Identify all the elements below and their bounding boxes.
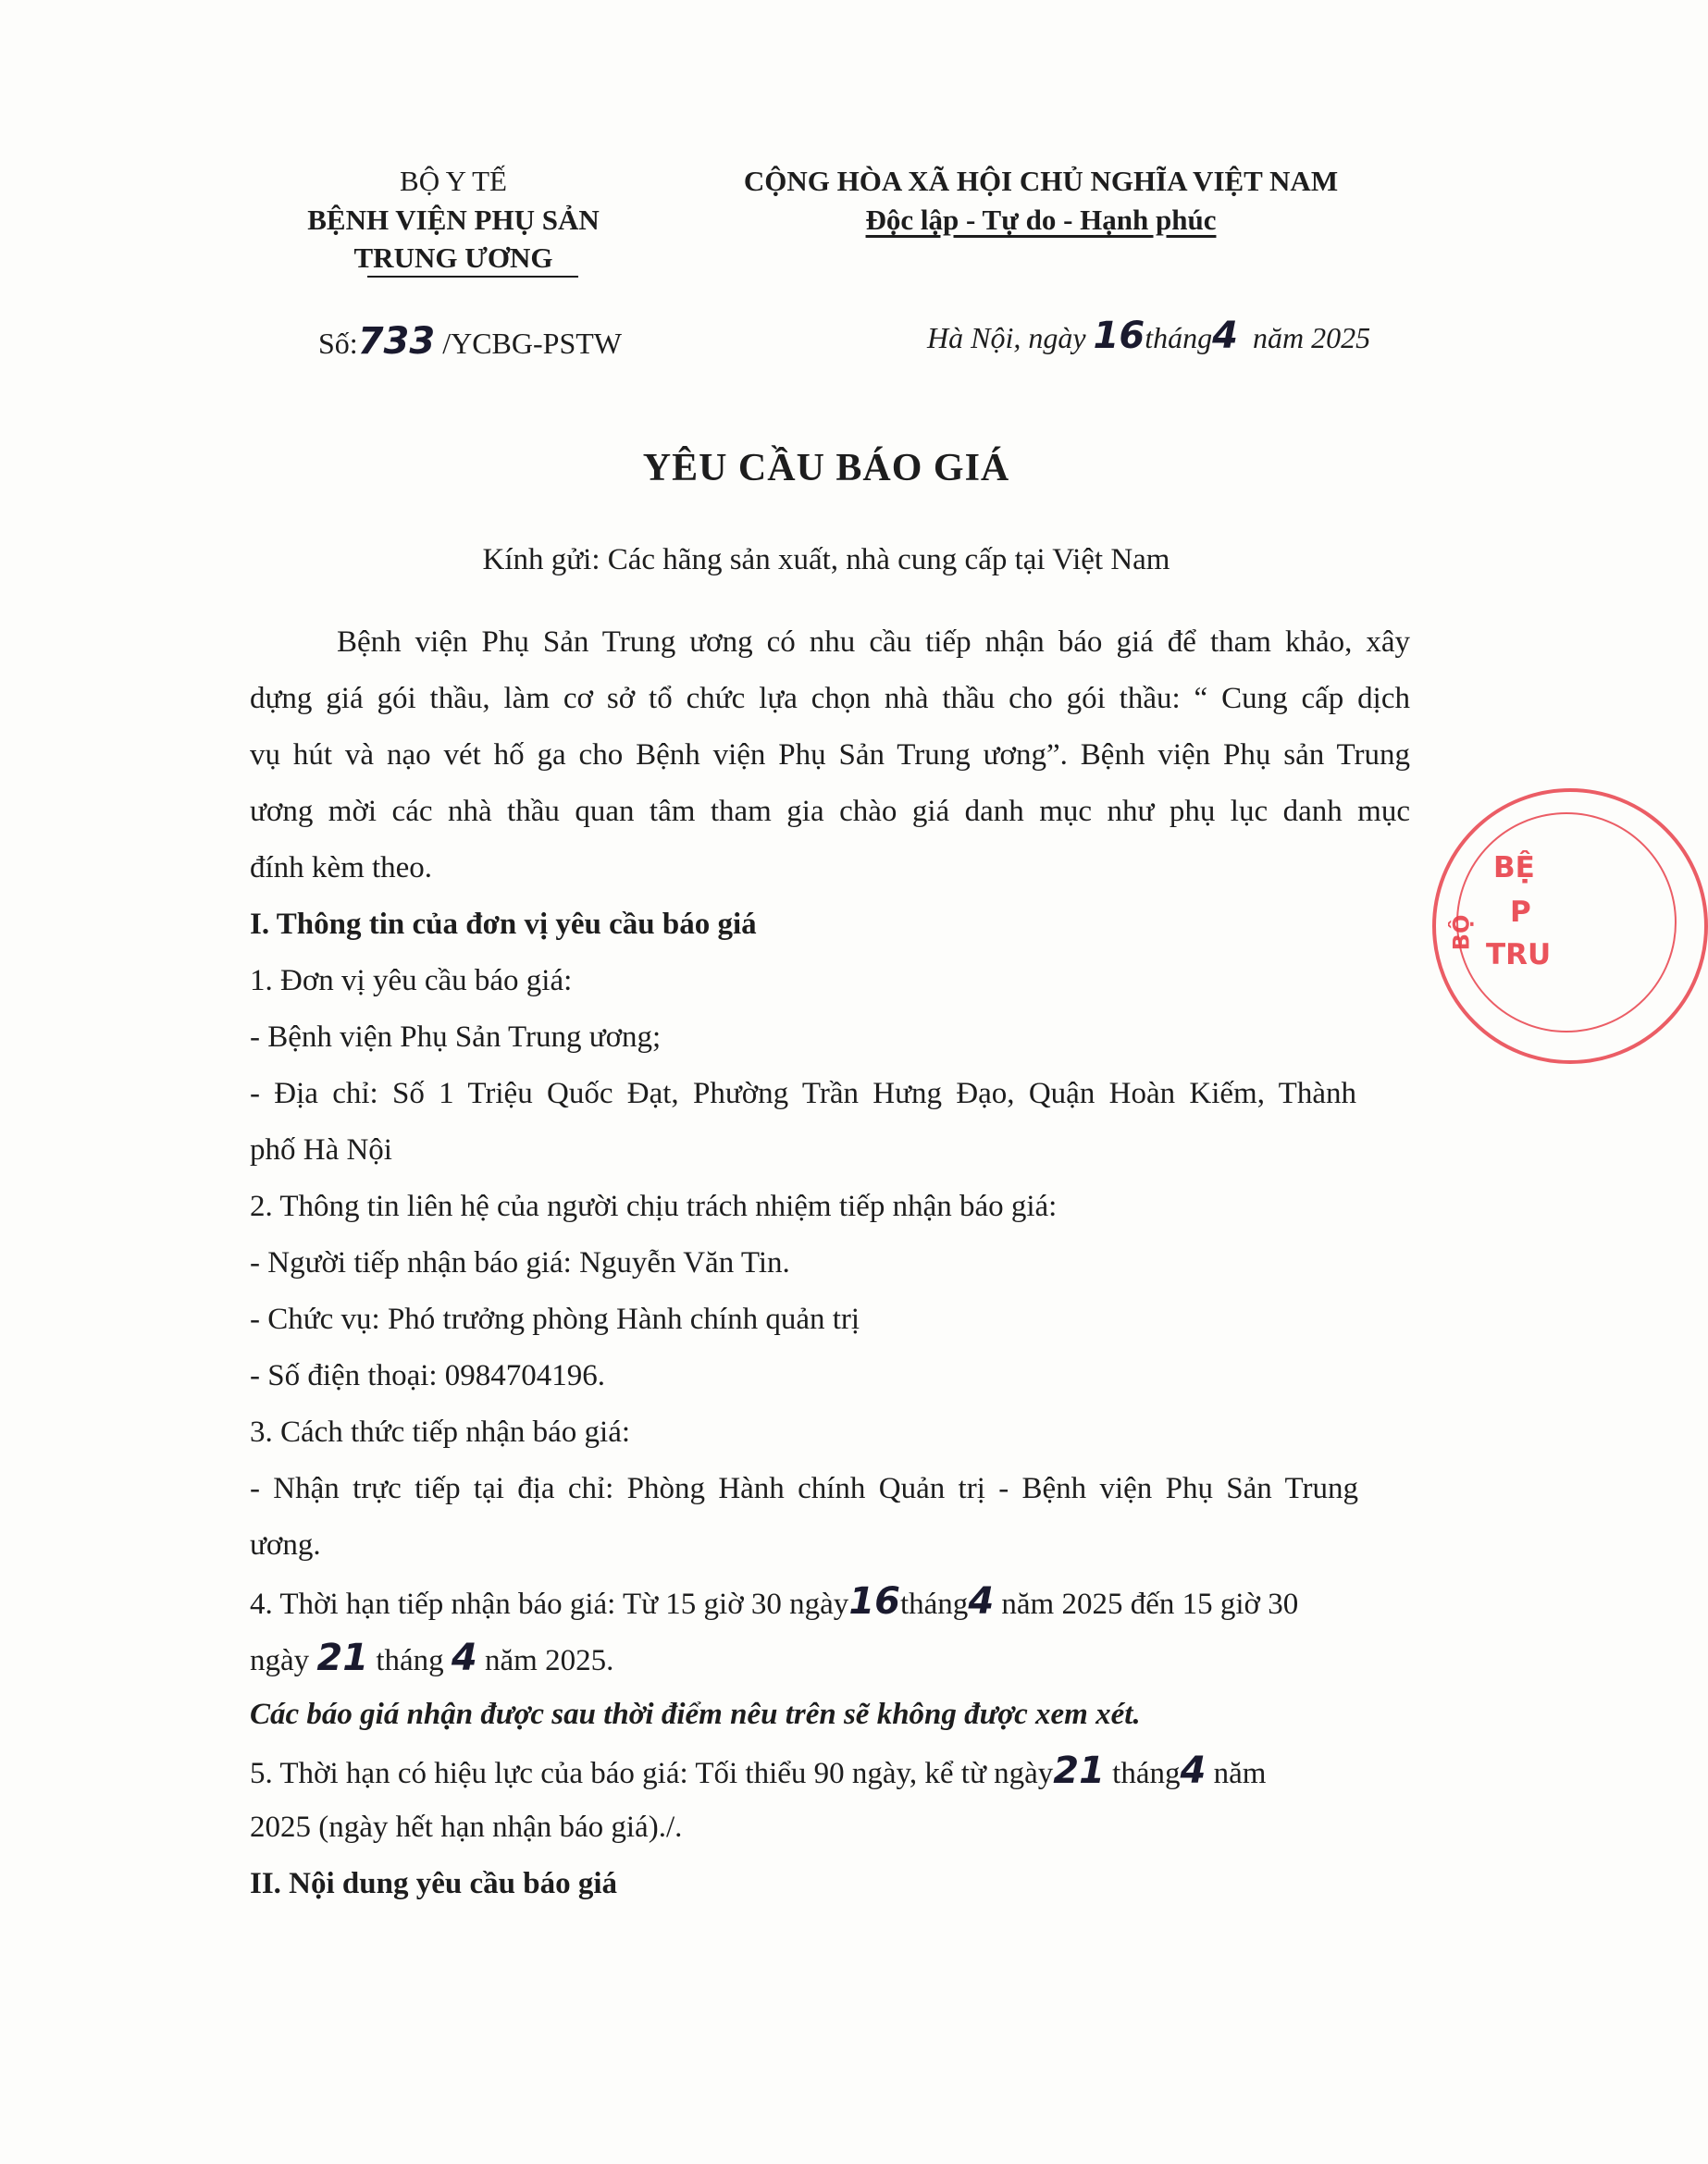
stamp-text-line2: P — [1510, 896, 1531, 929]
date-year: năm 2025 — [1252, 321, 1371, 354]
handwritten-item4-month1: 4 — [968, 1580, 995, 1623]
motto: Độc lập - Tự do - Hạnh phúc — [865, 204, 1217, 236]
handwritten-number: 733 — [357, 320, 436, 363]
section1-unit: - Bệnh viện Phụ Sản Trung ương; — [250, 1020, 662, 1054]
deadline-warning: Các báo giá nhận được sau thời điểm nêu trên sẽ không được xem xét. — [250, 1698, 1141, 1731]
item5-text-a: 5. Thời hạn có hiệu lực của báo giá: Tối thiểu 90 ngày, kể từ ngày — [250, 1757, 1054, 1790]
date-prefix: Hà Nội, ngày — [927, 321, 1086, 354]
section1-heading: I. Thông tin của đơn vị yêu cầu báo giá — [250, 908, 757, 941]
section1-phone: - Số điện thoại: 0984704196. — [250, 1359, 606, 1392]
handwritten-item4-day1: 16 — [848, 1580, 900, 1623]
document-date — [927, 313, 1370, 361]
number-prefix: Số: — [318, 327, 358, 360]
stamp-text-side: BỘ — [1448, 914, 1475, 951]
section1-item2: 2. Thông tin liên hệ của người chịu trách nhiệm tiếp nhận báo giá: — [250, 1190, 1058, 1223]
number-suffix: /YCBG-PSTW — [442, 327, 622, 360]
item4-text-d: ngày — [250, 1644, 317, 1677]
hospital-name-line2: TRUNG ƯƠNG — [353, 241, 553, 274]
hospital-name-underline — [367, 276, 578, 278]
document-title: YÊU CẦU BÁO GIÁ — [642, 447, 1010, 489]
intro-line-2: dựng giá gói thầu, làm cơ sở tổ chức lựa chọn nhà thầu cho gói thầu: “ Cung cấp dịch — [250, 682, 1410, 715]
section1-address-line2: phố Hà Nội — [250, 1133, 392, 1167]
item5-text-c: năm — [1206, 1757, 1267, 1790]
item4-text-c: năm 2025 đến 15 giờ 30 — [994, 1588, 1299, 1621]
section1-position: - Chức vụ: Phó trưởng phòng Hành chính quản trị — [250, 1303, 860, 1336]
country-name: CỘNG HÒA XÃ HỘI CHỦ NGHĨA VIỆT NAM — [743, 165, 1339, 197]
handwritten-item5-month: 4 — [1180, 1750, 1207, 1792]
item4-text-a: 4. Thời hạn tiếp nhận báo giá: Từ 15 giờ 30 ngày — [250, 1588, 849, 1621]
item5-text-b: tháng — [1104, 1757, 1181, 1790]
hospital-name-line1: BỆNH VIỆN PHỤ SẢN — [307, 204, 600, 236]
handwritten-item4-day2: 21 — [316, 1637, 369, 1679]
section1-item4-line2 — [250, 1636, 613, 1683]
section2-heading: II. Nội dung yêu cầu báo giá — [250, 1867, 618, 1900]
item4-text-e: tháng — [368, 1644, 452, 1677]
section1-item4-line1 — [250, 1579, 1298, 1626]
section1-item1: 1. Đơn vị yêu cầu báo giá: — [250, 964, 573, 997]
ministry-name: BỘ Y TẾ — [400, 165, 507, 197]
section1-person: - Người tiếp nhận báo giá: Nguyễn Văn Tin. — [250, 1246, 790, 1280]
document-number — [318, 318, 622, 366]
section1-item3: 3. Cách thức tiếp nhận báo giá: — [250, 1416, 631, 1449]
intro-line-1: Bệnh viện Phụ Sản Trung ương có nhu cầu tiếp nhận báo giá để tham khảo, xây — [337, 625, 1410, 659]
section1-item5-line1 — [250, 1749, 1266, 1796]
stamp-text-line3: TRU — [1486, 938, 1552, 971]
stamp-text-line1: BỆ — [1493, 851, 1535, 884]
handwritten-item4-month2: 4 — [451, 1637, 477, 1679]
recipient-line: Kính gửi: Các hãng sản xuất, nhà cung cấp tại Việt Nam — [482, 543, 1170, 576]
intro-line-5: đính kèm theo. — [250, 851, 433, 884]
section1-item5-line2: 2025 (ngày hết hạn nhận báo giá)./. — [250, 1811, 683, 1844]
handwritten-month: 4 — [1212, 315, 1238, 357]
section1-receive-line2: ương. — [250, 1528, 321, 1562]
item4-text-f: năm 2025. — [477, 1644, 614, 1677]
intro-line-4: ương mời các nhà thầu quan tâm tham gia chào giá danh mục như phụ lục danh mục — [250, 795, 1410, 828]
section1-receive-line1: - Nhận trực tiếp tại địa chỉ: Phòng Hành chính Quản trị - Bệnh viện Phụ Sản Trung — [250, 1472, 1358, 1505]
item4-text-b: tháng — [899, 1588, 969, 1621]
handwritten-day: 16 — [1093, 315, 1145, 357]
section1-address-line1: - Địa chỉ: Số 1 Triệu Quốc Đạt, Phường Trần Hưng Đạo, Quận Hoàn Kiếm, Thành — [250, 1077, 1356, 1110]
red-stamp-inner-ring — [1456, 812, 1677, 1033]
handwritten-item5-day: 21 — [1053, 1750, 1105, 1792]
intro-line-3: vụ hút và nạo vét hố ga cho Bệnh viện Phụ Sản Trung ương”. Bệnh viện Phụ sản Trung — [250, 738, 1410, 772]
date-month-label: tháng — [1145, 321, 1213, 354]
